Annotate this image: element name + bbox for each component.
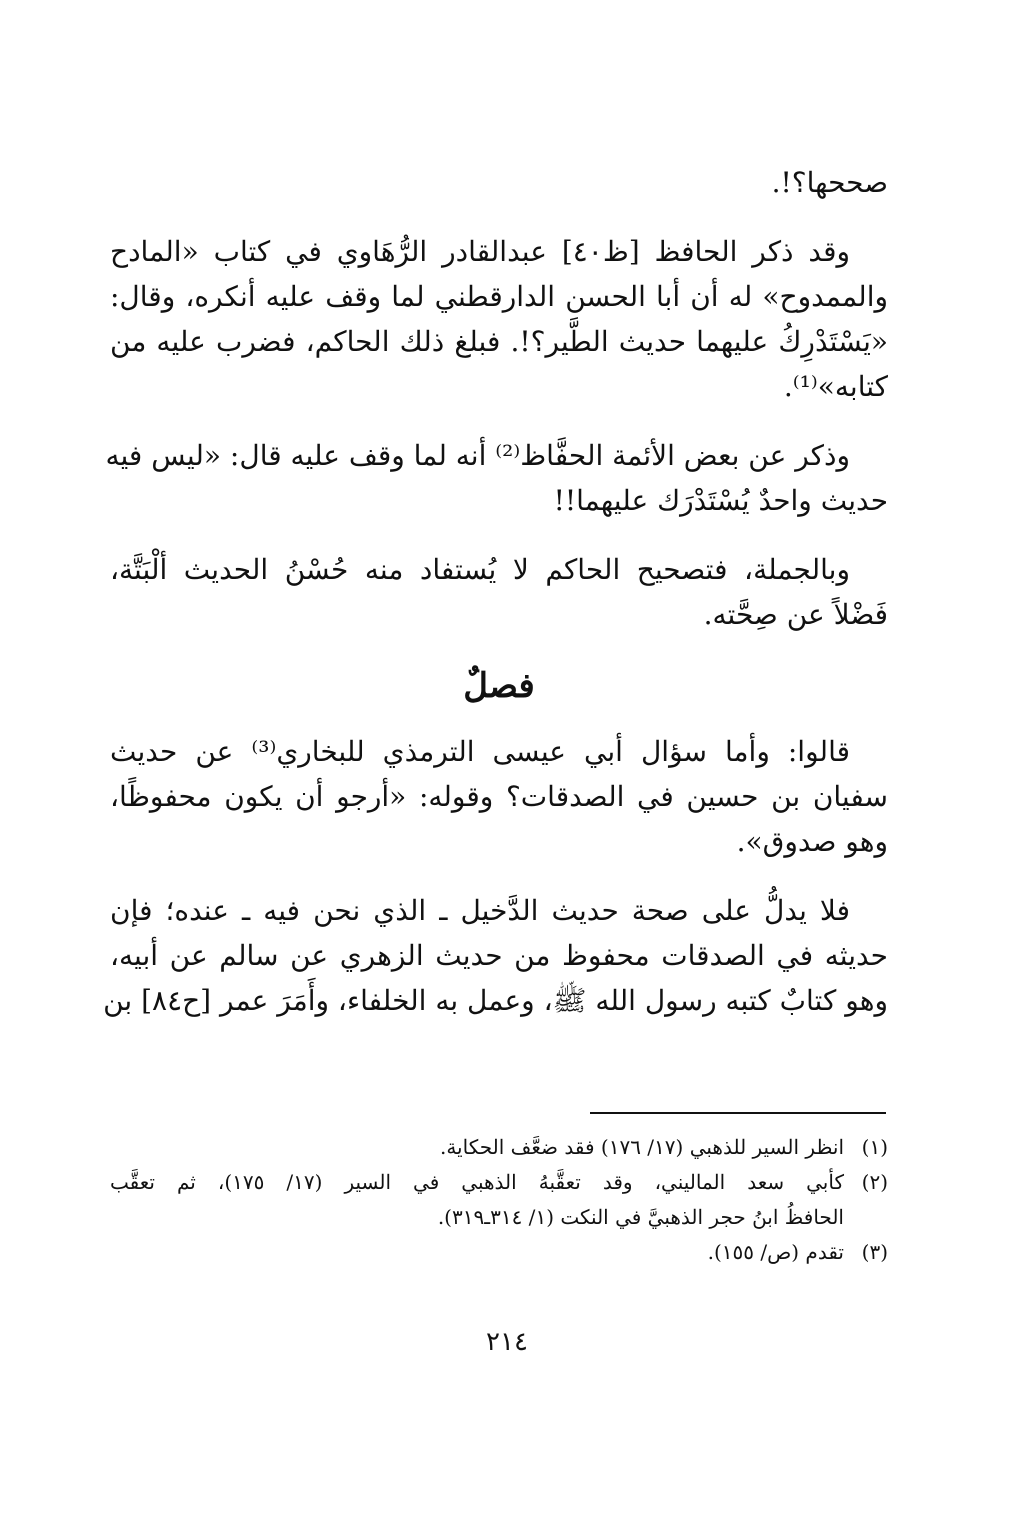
- text-line: سفيان بن حسين في الصدقات؟ وقوله: «أرجو أن يكون محفوظًا،: [110, 780, 888, 813]
- text-line: وهو صدوق».: [736, 825, 888, 858]
- footnote-2: [110, 1165, 888, 1200]
- text-line: فَضْلاً عن صِحَّته.: [703, 598, 888, 631]
- footnotes: [110, 1130, 888, 1270]
- paragraph-2: [110, 229, 888, 409]
- paragraph-5: [110, 729, 888, 864]
- footnote-1: [110, 1130, 888, 1165]
- footnote-3: [110, 1235, 888, 1270]
- footnote-number: (٣): [861, 1240, 888, 1264]
- page-body: [103, 160, 888, 1047]
- text-line: صححها؟!.: [771, 166, 888, 199]
- footnote-continuation: الحافظُ ابنُ حجر الذهبيَّ في النكت (١/ ٣١٤ـ٣١٩).: [437, 1205, 844, 1229]
- text-line: وهو كتابٌ كتبه رسول الله ﷺ، وعمل به الخلفاء، وأَمَرَ عمر [ح٨٤] بن: [103, 984, 888, 1017]
- footnote-text: انظر السير للذهبي (١٧/ ١٧٦) فقد ضعَّف الحكاية.: [439, 1135, 844, 1159]
- text-line: فلا يدلُّ على صحة حديث الدَّخيل ـ الذي نحن فيه ـ عنده؛ فإن: [110, 894, 850, 927]
- paragraph-1: [110, 160, 888, 205]
- footnote-text: تقدم (ص/ ١٥٥).: [707, 1240, 844, 1264]
- text-line: كتابه»⁽¹⁾.: [783, 370, 888, 403]
- paragraph-6: [103, 888, 888, 1023]
- text-line: «يَسْتَدْرِكُ عليهما حديث الطَّير؟!. فبلغ ذلك الحاكم، فضرب عليه من: [110, 325, 888, 358]
- paragraph-3: [105, 433, 888, 523]
- paragraph-4: [110, 547, 888, 637]
- text-line: وقد ذكر الحافظ [ظ٤٠] عبدالقادر الرُّهَاوي في كتاب «المادح: [110, 235, 851, 268]
- text-line: حديثه في الصدقات محفوظ من حديث الزهري عن سالم عن أبيه،: [110, 939, 888, 972]
- footnote-number: (١): [861, 1135, 888, 1159]
- text-line: قالوا: وأما سؤال أبي عيسى الترمذي للبخاري⁽³⁾ عن حديث: [110, 735, 851, 768]
- text-line: والممدوح» له أن أبا الحسن الدارقطني لما وقف عليه أنكره، وقال:: [110, 280, 888, 313]
- footnote-separator: [590, 1112, 886, 1114]
- section-heading: فصلٌ: [463, 666, 535, 706]
- text-line: وذكر عن بعض الأئمة الحفَّاظ⁽²⁾ أنه لما وقف عليه قال: «ليس فيه: [105, 439, 850, 472]
- footnote-number: (٢): [861, 1170, 888, 1194]
- text-line: حديث واحدٌ يُسْتَدْرَك عليهما!!: [553, 484, 888, 517]
- page-number: ٢١٤: [486, 1327, 528, 1357]
- footnote-text: كأبي سعد الماليني، وقد تعقَّبهُ الذهبي في السير (١٧/ ١٧٥)، ثم تعقَّب: [110, 1170, 844, 1194]
- text-line: وبالجملة، فتصحيح الحاكم لا يُستفاد منه حُسْنُ الحديث ألْبَتَّة،: [110, 553, 850, 586]
